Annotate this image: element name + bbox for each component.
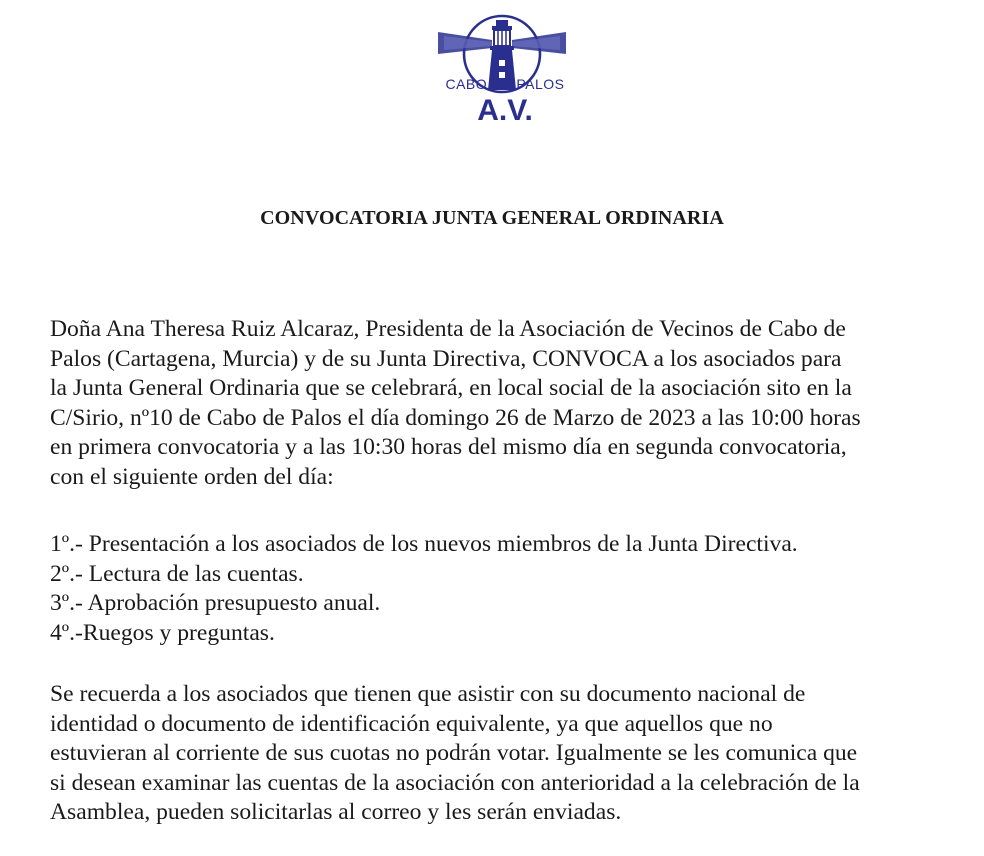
intro-line: Doña Ana Theresa Ruiz Alcaraz, Presidenta de la Asociación de Vecinos de Cabo de [50,316,846,342]
agenda-item: 4º.-Ruegos y preguntas. [50,619,275,646]
agenda-item: 2º.- Lectura de las cuentas. [50,560,304,587]
agenda-item: 1º.- Presentación a los asociados de los nuevos miembros de la Junta Directiva. [50,531,798,557]
association-logo [430,6,580,130]
intro-paragraph [50,315,975,493]
closing-line: identidad o documento de identificación equivalente, ya que aquellos que no [50,710,773,737]
agenda-list [50,530,975,648]
intro-line: la Junta General Ordinaria que se celebrará, en local social de la asociación sito en la [50,375,852,402]
intro-line: C/Sirio, nº10 de Cabo de Palos el día domingo 26 de Marzo de 2023 a las 10:00 horas [50,404,861,431]
document-title: CONVOCATORIA JUNTA GENERAL ORDINARIA [260,207,724,229]
intro-line: Palos (Cartagena, Murcia) y de su Junta Directiva, CONVOCA a los asociados para [50,345,842,372]
closing-paragraph [50,680,975,828]
closing-line: estuvieran al corriente de sus cuotas no podrán votar. Igualmente se les comunica que [50,740,858,767]
closing-line: Asamblea, pueden solicitarlas al correo y les serán enviadas. [50,799,622,826]
intro-line: con el siguiente orden del día: [50,463,334,490]
closing-line: Se recuerda a los asociados que tienen que asistir con su documento nacional de [50,681,806,707]
closing-line: si desean examinar las cuentas de la asociación con anterioridad a la celebración de la [50,769,860,796]
agenda-item: 3º.- Aprobación presupuesto anual. [50,590,381,617]
logo-line-1: CABO DE PALOS [445,76,565,92]
logo-line-2: A.V. [477,94,533,127]
intro-line: en primera convocatoria y a las 10:30 horas del mismo día en segunda convocatoria, [50,434,847,461]
